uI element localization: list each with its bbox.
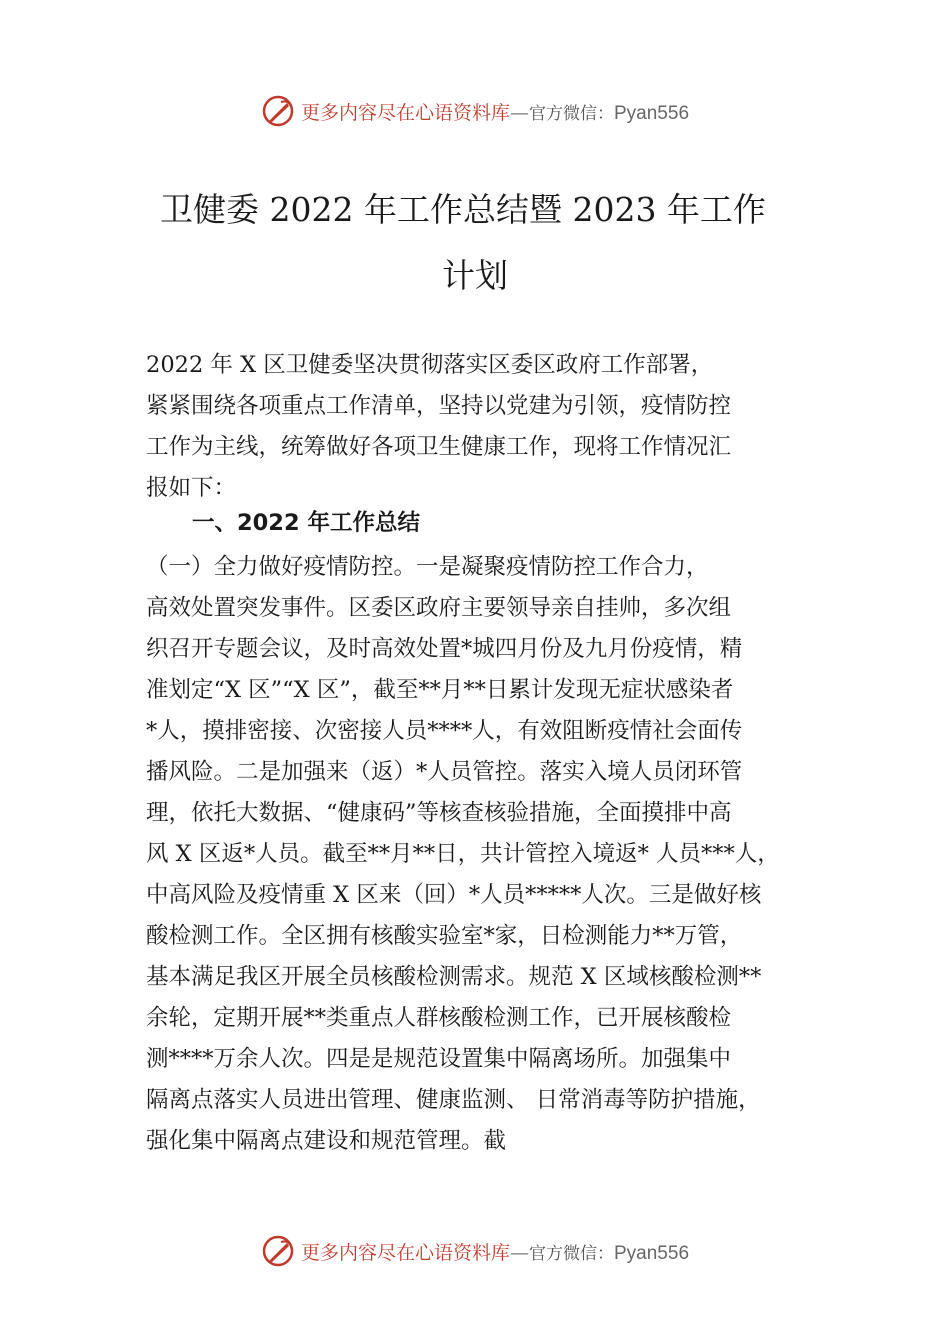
quill-seal-logo-icon [261, 94, 295, 128]
banner-text: 更多内容尽在心语资料库—官方微信：Pyan556 [300, 101, 690, 124]
header-banner [0, 94, 950, 128]
footer-banner [0, 1234, 950, 1268]
text-line: 准划定“X 区”“X 区”，截至**月**日累计发现无症状感染者 [146, 677, 734, 703]
text-line: 织召开专题会议，及时高效处置*城四月份及九月份疫情，精 [146, 636, 743, 662]
text-line: 中高风险及疫情重 X 区来（回）*人员*****人次。三是做好核 [146, 882, 762, 908]
section-paragraph [146, 547, 836, 1162]
text-line: 播风险。二是加强来（返）*人员管控。落实入境人员闭环管 [146, 759, 743, 785]
document-title-line1: 卫健委 2022 年工作总结暨 2023 年工作 [160, 190, 766, 229]
section-heading: 一、2022 年工作总结 [192, 510, 420, 536]
text-line: 强化集中隔离点建设和规范管理。截 [146, 1128, 507, 1154]
text-line: 2022 年 X 区卫健委坚决贯彻落实区委区政府工作部署， [146, 352, 714, 378]
text-line: 基本满足我区开展全员核酸检测需求。规范 X 区域核酸检测** [146, 964, 762, 990]
text-line: 工作为主线，统筹做好各项卫生健康工作，现将工作情况汇 [146, 434, 732, 460]
intro-paragraph [146, 345, 836, 509]
text-line: 紧紧围绕各项重点工作清单，坚持以党建为引领，疫情防控 [146, 393, 732, 419]
text-line: 酸检测工作。全区拥有核酸实验室*家，日检测能力**万管， [146, 923, 743, 949]
text-line: 高效处置突发事件。区委区政府主要领导亲自挂帅，多次组 [146, 595, 732, 621]
document-title-line2: 计划 [442, 256, 508, 295]
text-line: *人，摸排密接、次密接人员****人，有效阻断疫情社会面传 [146, 718, 743, 744]
banner-text: 更多内容尽在心语资料库—官方微信：Pyan556 [300, 1241, 690, 1264]
text-line: （一）全力做好疫情防控。一是凝聚疫情防控工作合力， [146, 554, 709, 580]
text-line: 报如下： [146, 475, 237, 501]
text-line: 理，依托大数据、“健康码”等核查核验措施，全面摸排中高 [146, 800, 732, 826]
quill-seal-logo-icon [261, 1234, 295, 1268]
text-line: 余轮，定期开展**类重点人群核酸检测工作，已开展核酸检 [146, 1005, 732, 1031]
text-line: 隔离点落实人员进出管理、健康监测、 日常消毒等防护措施， [146, 1087, 761, 1113]
text-line: 测****万余人次。四是是规范设置集中隔离场所。加强集中 [146, 1046, 732, 1072]
text-line: 风 X 区返*人员。截至**月**日，共计管控入境返* 人员***人， [146, 841, 780, 867]
